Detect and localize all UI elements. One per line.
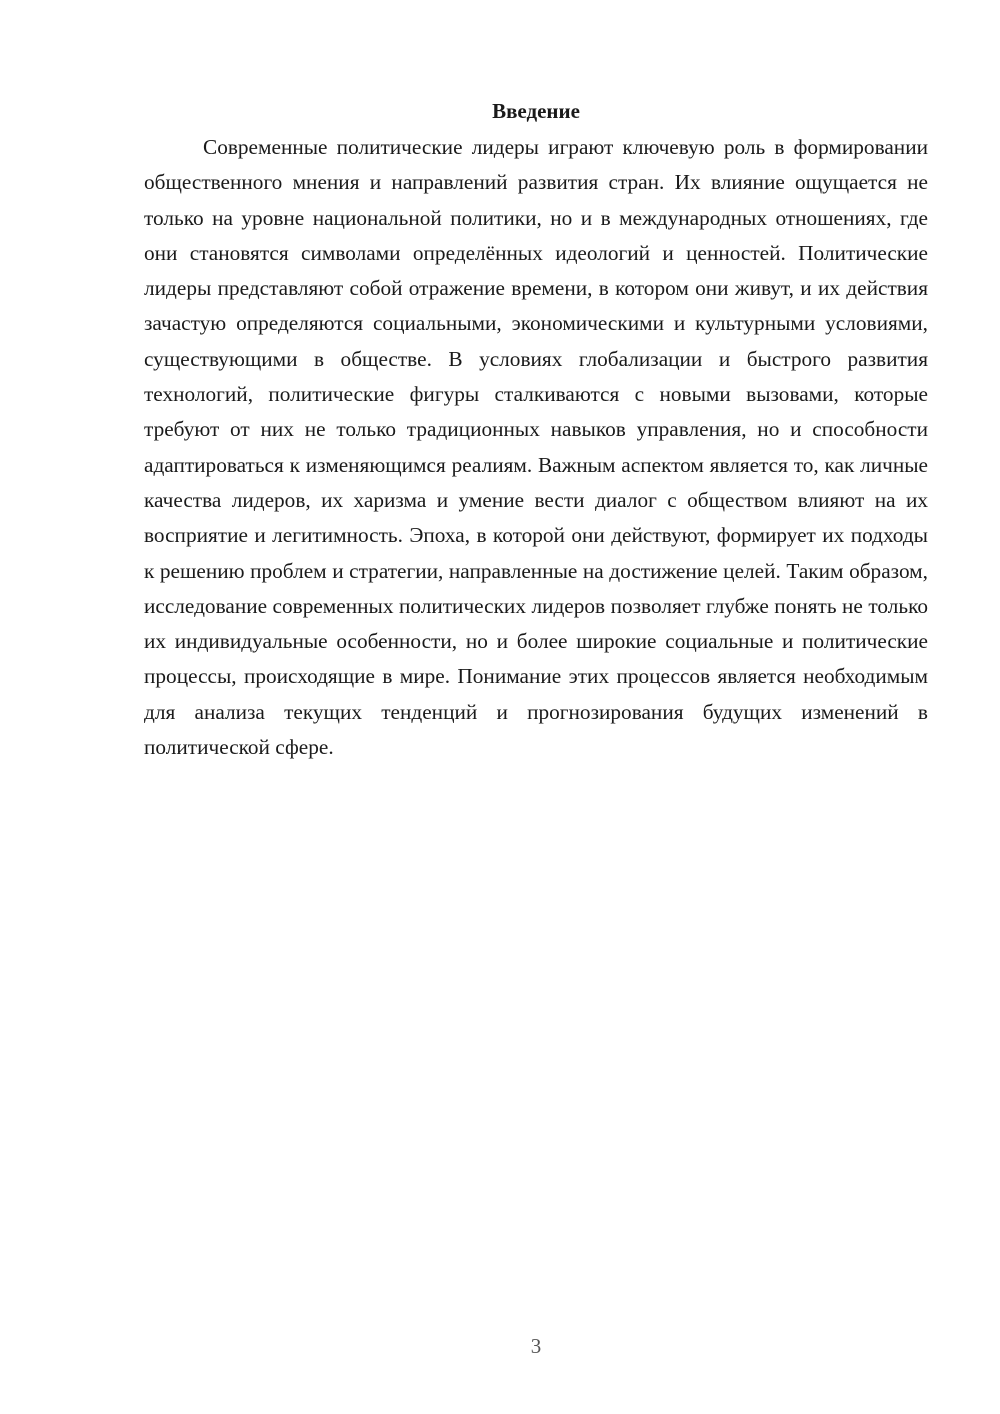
page-content [144,96,928,765]
page-number: 3 [530,1334,542,1358]
section-heading: Введение [492,99,580,123]
body-paragraph: Современные политические лидеры играют ключевую роль в формировании общественного мнения и направлений развития стран. Их влияние ощущается не только на уровне национальной политики, но и в международных отношениях, где они становятся символами определённых идеологий и ценностей. Политические лидеры представляют собой отражение времени, в котором они живут, и их действия зачастую определяются социальными, экономическими и культурными условиями, существующими в обществе. В условиях глобализации и быстрого развития технологий, политические фигуры сталкиваются с новыми вызовами, которые требуют от них не только традиционных навыков управления, но и способности адаптироваться к изменяющимся реалиям. Важным аспектом является то, как личные качества лидеров, их харизма и умение вести диалог с обществом влияют на их восприятие и легитимность. Эпоха, в которой они действуют, формирует их подходы к решению проблем и стратегии, направленные на достижение целей. Таким образом, исследование современных политических лидеров позволяет глубже понять не только их индивидуальные особенности, но и более широкие социальные и политические процессы, происходящие в мире. Понимание этих процессов является необходимым для анализа текущих тенденций и прогнозирования будущих изменений в политической сфере. [144,135,928,760]
